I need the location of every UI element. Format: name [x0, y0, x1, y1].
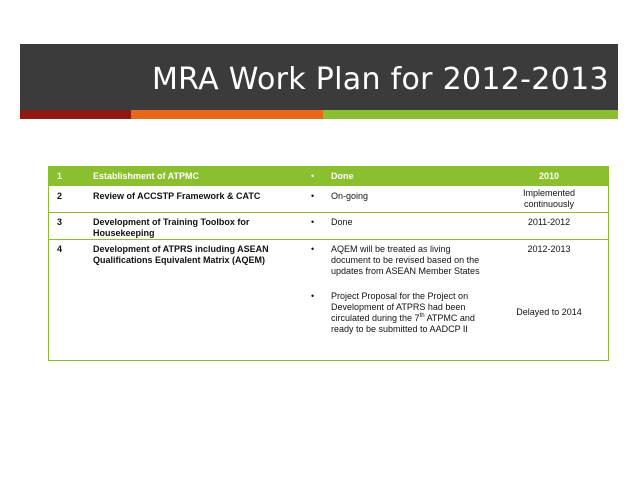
table-row [49, 213, 608, 240]
accent-stripe-orange [131, 110, 323, 119]
table-row-header [49, 167, 608, 187]
slide-title: MRA Work Plan for 2012-2013 [152, 62, 609, 97]
row-number: 3 [57, 217, 63, 227]
row-year: 2011-2012 [527, 217, 571, 227]
row-task: Development of ATPRS including ASEAN Qualifications Equivalent Matrix (AQEM) [93, 244, 269, 265]
row-year: 2010 [538, 171, 560, 181]
row-task: Review of ACCSTP Framework & CATC [93, 191, 261, 201]
row-task: Establishment of ATPMC [93, 171, 200, 181]
table-row [49, 187, 608, 213]
row-year: 2012-2013 [527, 244, 571, 254]
row-year [499, 188, 599, 210]
row-year-line: continuously [523, 199, 575, 209]
ordinal-suffix: th [419, 313, 425, 319]
row-status-part: Project Proposal for the Project on Development of ATPRS had been circulated during the 7 [331, 291, 469, 323]
bullet: • [311, 244, 315, 254]
row-number: 2 [57, 191, 63, 201]
bullet: • [311, 191, 315, 201]
bullet: • [311, 217, 315, 227]
row-year: Delayed to 2014 [516, 307, 582, 317]
row-number: 1 [57, 171, 63, 181]
row-task: Development of Training Toolbox for Housekeeping [93, 217, 250, 238]
row-status: On-going [331, 191, 369, 201]
bullet: • [311, 291, 315, 301]
row-year-line: Implemented [522, 188, 576, 198]
row-number: 4 [57, 244, 63, 254]
row-status-part: ATPMC and ready to be submitted to AADCP II [331, 313, 475, 334]
bullet: • [311, 171, 315, 181]
row-status [331, 291, 491, 335]
row-status: Done [331, 217, 353, 227]
accent-stripe-red [20, 110, 131, 119]
accent-stripe-green [323, 110, 618, 119]
row-status: Done [331, 171, 354, 181]
table-row [49, 240, 608, 360]
row-status: AQEM will be treated as living document to be revised based on the updates from ASEAN Member States [331, 244, 480, 276]
work-plan-table [48, 166, 609, 361]
